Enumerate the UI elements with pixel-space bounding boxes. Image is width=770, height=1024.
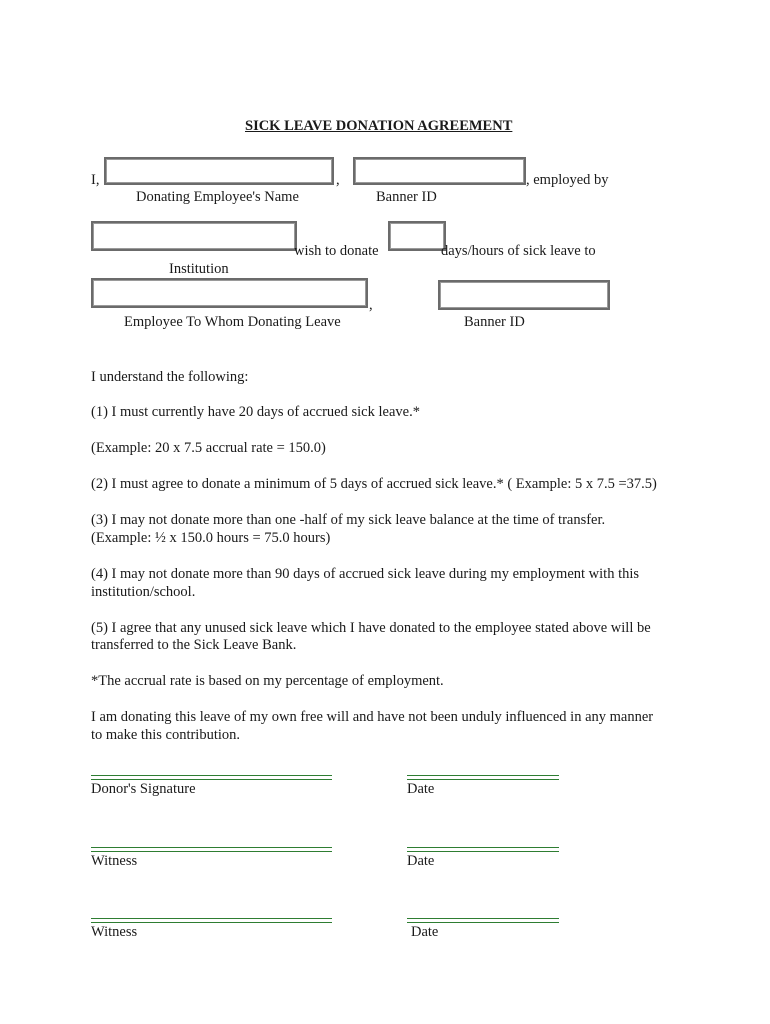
document-title: SICK LEAVE DONATION AGREEMENT [245,118,513,134]
recipient-banner-id-field[interactable] [438,280,610,310]
institution-field[interactable] [91,221,297,251]
institution-input[interactable] [93,223,295,249]
line1-comma: , [336,172,340,188]
donor-signature-label: Donor's Signature [91,781,196,797]
donor-banner-id-label: Banner ID [376,189,437,205]
witness-1-label: Witness [91,853,138,869]
witness-2-label: Witness [91,924,138,940]
donor-name-field[interactable] [104,157,334,185]
donor-banner-id-field[interactable] [353,157,526,185]
donor-date-label: Date [407,781,435,797]
item-3-line-2: (Example: ½ x 150.0 hours = 75.0 hours) [91,530,331,546]
donation-amount-field[interactable] [388,221,446,251]
donor-name-label: Donating Employee's Name [136,189,299,205]
days-hours-text: days/hours of sick leave to [441,243,596,259]
recipient-banner-id-input[interactable] [440,282,608,308]
intro-text: I understand the following: [91,369,249,385]
item-5-line-2: transferred to the Sick Leave Bank. [91,637,297,653]
item-5-line-1: (5) I agree that any unused sick leave which I have donated to the employee stated above will be [91,620,651,636]
witness-1-date-line[interactable] [407,847,559,852]
donor-name-input[interactable] [106,159,332,183]
item-3-line-1: (3) I may not donate more than one -half of my sick leave balance at the time of transfer. [91,512,606,528]
institution-label: Institution [169,261,229,277]
recipient-banner-id-label: Banner ID [464,314,525,330]
recipient-name-label: Employee To Whom Donating Leave [124,314,341,330]
item-4-line-2: institution/school. [91,584,196,600]
item-2: (2) I must agree to donate a minimum of 5 days of accrued sick leave.* ( Example: 5 x 7.5 =37.5) [91,476,657,492]
witness-1-date-label: Date [407,853,435,869]
recipient-name-field[interactable] [91,278,368,308]
donor-signature-line[interactable] [91,775,332,780]
item-4-line-1: (4) I may not donate more than 90 days of accrued sick leave during my employment with this [91,566,640,582]
witness-1-signature-line[interactable] [91,847,332,852]
donation-amount-input[interactable] [390,223,444,249]
statement-line-2: to make this contribution. [91,727,241,743]
wish-to-donate-text: wish to donate [294,243,379,259]
item-1: (1) I must currently have 20 days of accrued sick leave.* [91,404,420,420]
witness-2-date-label: Date [411,924,439,940]
recipient-name-input[interactable] [93,280,366,306]
witness-2-signature-line[interactable] [91,918,332,923]
accrual-note: *The accrual rate is based on my percentage of employment. [91,673,444,689]
line1-prefix: I, [91,172,100,188]
witness-2-date-line[interactable] [407,918,559,923]
example-1: (Example: 20 x 7.5 accrual rate = 150.0) [91,440,326,456]
statement-line-1: I am donating this leave of my own free will and have not been unduly influenced in any manner [91,709,654,725]
line3-comma: , [369,297,373,313]
donor-banner-id-input[interactable] [355,159,524,183]
donor-date-line[interactable] [407,775,559,780]
employed-by-text: , employed by [526,172,609,188]
